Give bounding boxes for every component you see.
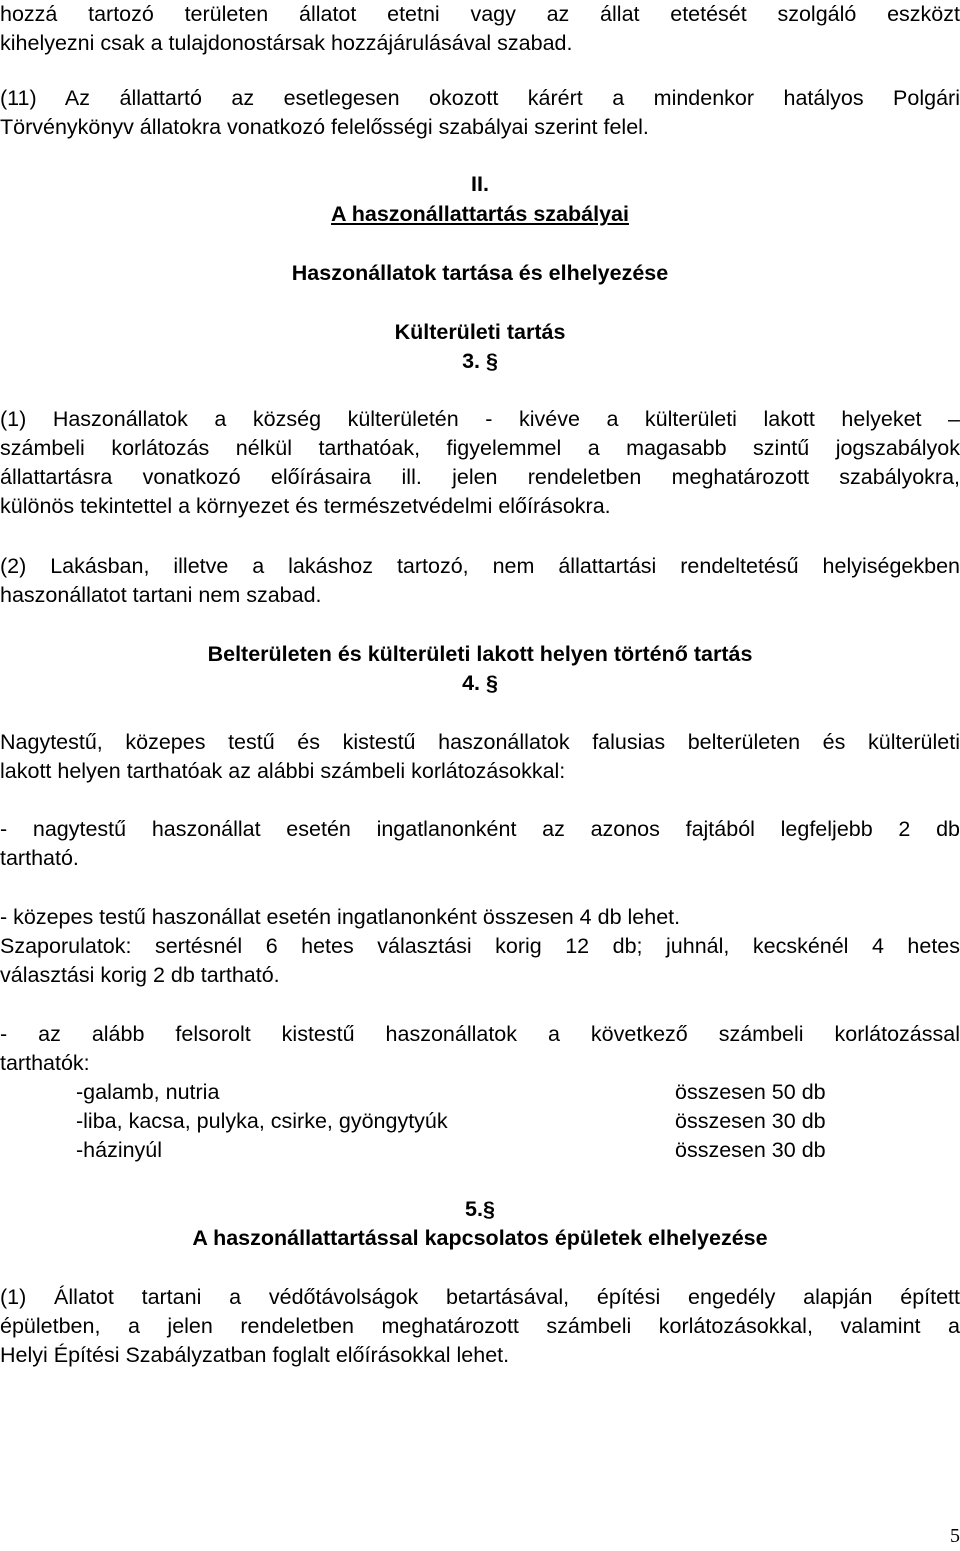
- par3-p1-line-1: (1) Haszonállatok a község külterületén - kivéve a külterületi lakott helyeket –: [0, 407, 960, 431]
- par5-p1-line-3: Helyi Építési Szabályzatban foglalt előírásokkal lehet.: [0, 1343, 510, 1367]
- par4-intro-line-2: lakott helyen tarthatóak az alábbi számbeli korlátozásokkal:: [0, 759, 566, 783]
- par3-p2-line-1: (2) Lakásban, illetve a lakáshoz tartozó, nem állattartási rendeltetésű helyiségekben: [0, 554, 960, 578]
- par4-small-line-2: tarthatók:: [0, 1051, 90, 1075]
- chapter-title-text: A haszonállattartás szabályai: [331, 202, 629, 226]
- para-11-line-2: Törvénykönyv állatokra vonatkozó felelősségi szabályai szerint felel.: [0, 115, 649, 139]
- par3-p1-line-2: számbeli korlátozás nélkül tarthatóak, figyelemmel a magasabb szintű jogszabályok: [0, 436, 960, 460]
- small-animal-limit: összesen 50 db: [675, 1080, 826, 1104]
- small-animal-limit: összesen 30 db: [675, 1138, 826, 1162]
- page-number: 5: [950, 1525, 960, 1547]
- par4-large-line-1: - nagytestű haszonállat esetén ingatlanonként az azonos fajtából legfeljebb 2 db: [0, 817, 960, 841]
- paragraph-4-label: 4. §: [462, 671, 498, 695]
- subsection-title-inner-area: Belterületen és külterületi lakott helyen történő tartás: [207, 642, 753, 666]
- paragraph-5-title: A haszonállattartással kapcsolatos épületek elhelyezése: [192, 1226, 768, 1250]
- par3-p1-line-4: különös tekintettel a környezet és természetvédelmi előírásokra.: [0, 494, 611, 518]
- par4-offspring-line-2: választási korig 2 db tartható.: [0, 963, 280, 987]
- par4-offspring-line-1: Szaporulatok: sertésnél 6 hetes választási korig 12 db; juhnál, kecskénél 4 hetes: [0, 934, 960, 958]
- para-11-line-1: (11) Az állattartó az esetlegesen okozott kárért a mindenkor hatályos Polgári: [0, 86, 960, 110]
- par3-p1-line-3: állattartásra vonatkozó előírásaira ill. jelen rendeletben meghatározott szabályokra,: [0, 465, 960, 489]
- continuation-line-2: kihelyezni csak a tulajdonostársak hozzájárulásával szabad.: [0, 31, 573, 55]
- small-animal-name: -házinyúl: [76, 1138, 163, 1162]
- subsection-title-outskirts: Külterületi tartás: [394, 320, 566, 344]
- continuation-line-1: hozzá tartozó területen állatot etetni vagy az állat etetését szolgáló eszközt: [0, 2, 960, 26]
- chapter-number: II.: [471, 172, 489, 196]
- par4-large-line-2: tartható.: [0, 846, 79, 870]
- paragraph-3-label: 3. §: [462, 349, 498, 373]
- chapter-title: [0, 200, 960, 229]
- par5-p1-line-2: épületben, a jelen rendeletben meghatározott számbeli korlátozásokkal, valamint a: [0, 1314, 960, 1338]
- par3-p2-line-2: haszonállatot tartani nem szabad.: [0, 583, 322, 607]
- paragraph-5-label: 5.§: [465, 1197, 495, 1221]
- par5-p1-line-1: (1) Állatot tartani a védőtávolságok betartásával, építési engedély alapján épített: [0, 1285, 960, 1309]
- par4-medium-line: - közepes testű haszonállat esetén ingatlanonként összesen 4 db lehet.: [0, 905, 681, 929]
- small-animal-name: -liba, kacsa, pulyka, csirke, gyöngytyúk: [76, 1109, 448, 1133]
- section-title-keeping: Haszonállatok tartása és elhelyezése: [291, 261, 669, 285]
- small-animal-name: -galamb, nutria: [76, 1080, 220, 1104]
- par4-intro-line-1: Nagytestű, közepes testű és kistestű haszonállatok falusias belterületen és külterületi: [0, 730, 960, 754]
- small-animal-limit: összesen 30 db: [675, 1109, 826, 1133]
- par4-small-line-1: - az alább felsorolt kistestű haszonállatok a következő számbeli korlátozással: [0, 1022, 960, 1046]
